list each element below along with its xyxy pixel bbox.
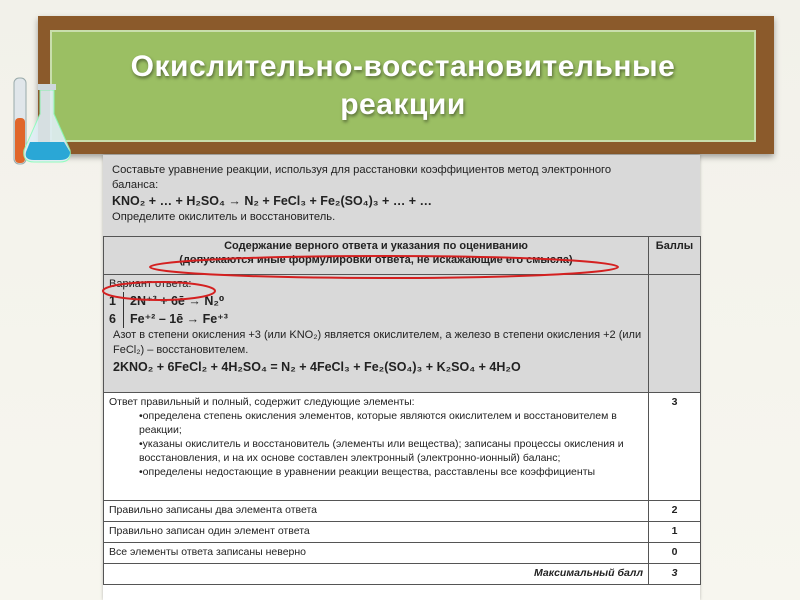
answer-row <box>104 275 701 393</box>
criteria-score: 3 <box>649 393 701 501</box>
criteria-intro: Ответ правильный и полный, содержит следующие элементы: <box>109 396 415 408</box>
score-row <box>104 543 701 564</box>
max-score-label: Максимальный балл <box>104 564 649 585</box>
task-line3: Определите окислитель и восстановитель. <box>112 211 336 223</box>
score-row-text: Правильно записан один элемент ответа <box>104 522 649 543</box>
task-equation: KNO₂ + … + H₂SO₄ → N₂ + FeCl₃ + Fe₂(SO₄)₃ + … + … <box>112 194 433 208</box>
answer-score-cell <box>649 275 701 393</box>
header-score: Баллы <box>649 237 701 275</box>
chemistry-flask-icon <box>8 70 78 170</box>
task-line2: баланса: <box>112 179 159 191</box>
title-banner <box>50 30 756 142</box>
balance-line <box>109 310 643 328</box>
answer-cell <box>104 275 649 393</box>
answer-label: Вариант ответа: <box>109 278 192 290</box>
score-row-value: 0 <box>649 543 701 564</box>
header-main-line2: (допускаются иные формулировки ответа, не искажающие его смысла) <box>179 254 573 266</box>
max-score-row <box>104 564 701 585</box>
slide-title-line1: Окислительно-восстановительные <box>130 50 676 83</box>
criteria-row <box>104 393 701 501</box>
balance-line <box>109 292 643 310</box>
balance-coef: 6 <box>109 310 124 328</box>
score-row-text: Правильно записаны два элемента ответа <box>104 501 649 522</box>
score-row <box>104 522 701 543</box>
score-row-value: 2 <box>649 501 701 522</box>
balance-eq: Fe⁺² – 1ē → Fe⁺³ <box>130 312 228 326</box>
criteria-item: •определена степень окисления элементов, которые являются окислителем и восстановителем в реакции; <box>139 410 617 436</box>
balance-eq: 2N⁺³ + 6ē → N₂⁰ <box>130 294 225 308</box>
table-header-row <box>104 237 701 275</box>
criteria-item: •определены недостающие в уравнении реакции вещества, расставлены все коэффициенты <box>139 466 596 478</box>
criteria-item: •указаны окислитель и восстановитель (элементы или вещества); записаны процессы окисления и восстановления, и на их основе составлен электронный (электронно-ионный) баланс; <box>139 438 624 464</box>
answer-explanation: Азот в степени окисления +3 (или KNO₂) является окислителем, а железо в степени окисления +2 (или FeCl₂) – восстановителем. <box>113 329 642 356</box>
score-row <box>104 501 701 522</box>
task-block <box>103 155 700 236</box>
balance-coef: 1 <box>109 292 124 310</box>
answer-final-equation: 2KNO₂ + 6FeCl₂ + 4H₂SO₄ = N₂ + 4FeCl₃ + Fe₂(SO₄)₃ + K₂SO₄ + 4H₂O <box>113 360 521 374</box>
max-score-value: 3 <box>649 564 701 585</box>
slide-title-line2: реакции <box>340 88 466 121</box>
grading-table <box>103 236 701 585</box>
header-main <box>104 237 649 275</box>
assignment-document <box>103 155 700 600</box>
criteria-cell <box>104 393 649 501</box>
header-main-line1: Содержание верного ответа и указания по оцениванию <box>224 240 528 252</box>
score-row-text: Все элементы ответа записаны неверно <box>104 543 649 564</box>
task-line1: Составьте уравнение реакции, используя для расстановки коэффициентов метод электронного <box>112 164 612 176</box>
score-row-value: 1 <box>649 522 701 543</box>
